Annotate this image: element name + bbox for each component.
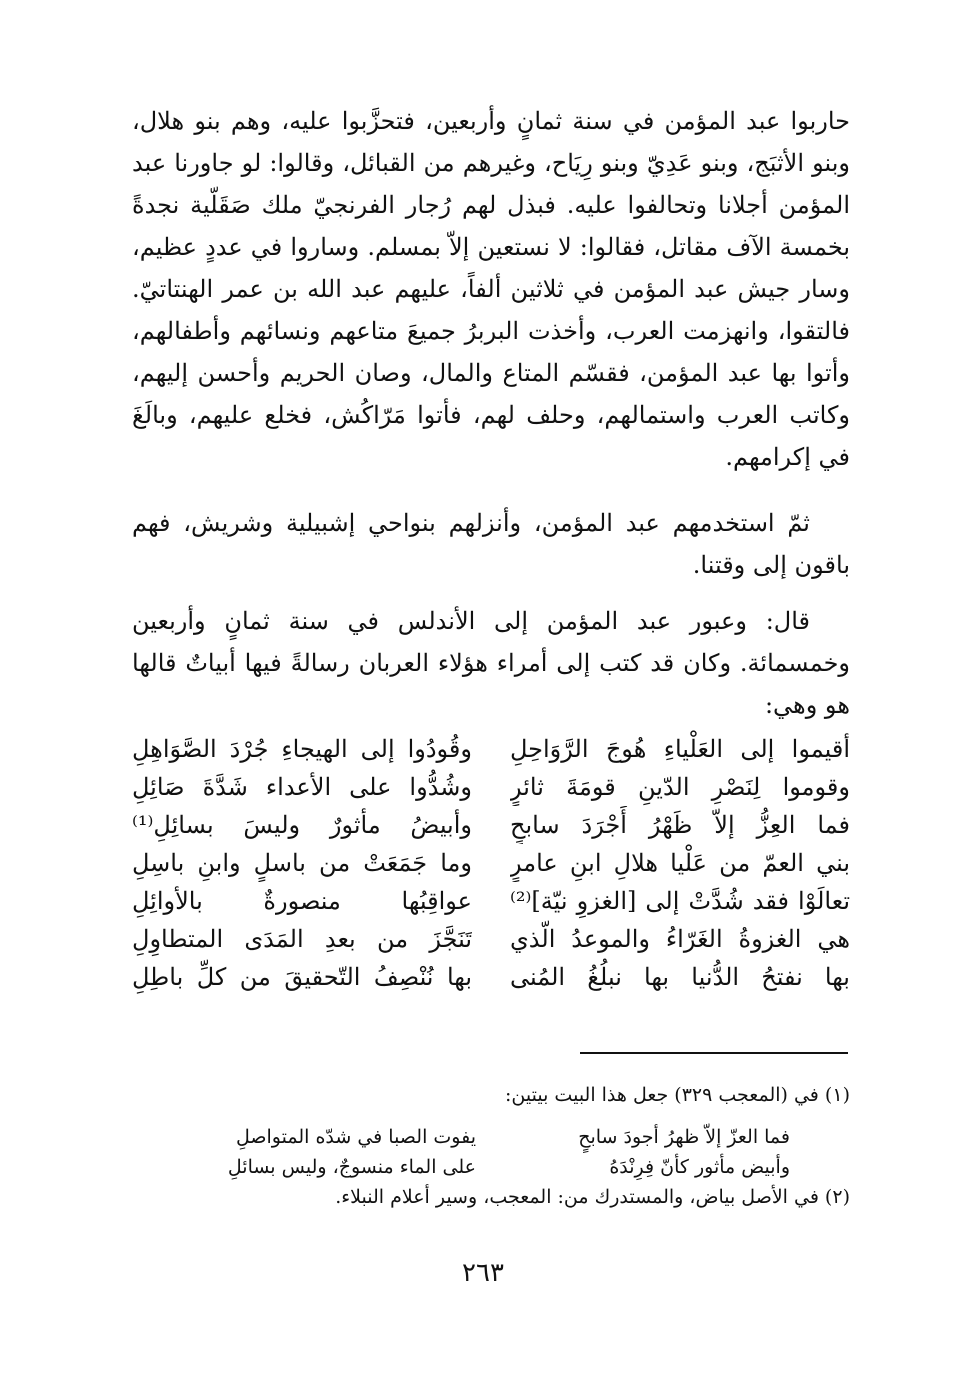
verse-first-hemistich: وقوموا لِنَصْرِ الدّينِ قومَةَ ثائرٍ bbox=[510, 773, 850, 801]
footnote-1-verses bbox=[132, 1122, 850, 1182]
verse-second-hemistich: وما جَمَعَتْ من باسلٍ وابنِ باسِلِ bbox=[132, 849, 472, 877]
verse-first-hemistich: بني العمّ من عَلْيا هلالِ ابنِ عامرٍ bbox=[510, 849, 850, 877]
footnote-verse bbox=[132, 1122, 850, 1152]
verse-first-hemistich: هي الغزوةُ الغَرّاءُ والموعدُ الّذي bbox=[510, 925, 850, 953]
poem-verse bbox=[132, 920, 850, 958]
poem-verse bbox=[132, 882, 850, 920]
poem-verse bbox=[132, 958, 850, 996]
verse-first-hemistich: فما العِزُّ إلاّ ظَهْرُ أَجْرَدَ سابحٍ bbox=[510, 811, 850, 839]
footnote-verse-first: فما العزّ إلاّ ظهرُ أجودَ سابحٍ bbox=[578, 1126, 790, 1148]
poem-verse bbox=[132, 806, 850, 844]
verse-second-hemistich: وأبيضُ مأثورٌ وليسَ بسائِلِ⁽¹⁾ bbox=[132, 811, 472, 839]
footnote-2: (٢) في الأصل بياض، والمستدرك من: المعجب، وسير أعلام النبلاء. bbox=[335, 1186, 850, 1208]
footnote-verse-second: على الماء منسوجٌ، وليس بسائلِ bbox=[227, 1156, 476, 1178]
footnote-1-intro: (١) في (المعجب ٣٢٩) جعل هذا البيت بيتين: bbox=[505, 1084, 850, 1106]
body-paragraph-2: ثمّ استخدمهم عبد المؤمن، وأنزلهم بنواحي إشبيلية وشريش، فهم باقون إلى وقتنا. bbox=[132, 509, 850, 579]
footnote-divider bbox=[580, 1052, 848, 1054]
footnotes bbox=[132, 1080, 850, 1212]
footnote-verse-first: وأبيض مأثور كأنّ فِرِنْدَهُ bbox=[609, 1156, 790, 1178]
verse-first-hemistich: تعالَوْا فقد شُدَّتْ إلى [الغزوِ نيّة]⁽²⁾ bbox=[510, 887, 850, 915]
verse-first-hemistich: أقيموا إلى العَلْياءِ هُوجَ الرَّوَاحِلِ bbox=[510, 735, 850, 763]
verse-second-hemistich: بها نُنْصِفُ التّحقيقَ من كلِّ باطِلِ bbox=[132, 963, 472, 991]
verse-first-hemistich: بها نفتحُ الدُّنيا بها نبلُغُ المُنى bbox=[510, 963, 850, 991]
poem-verse bbox=[132, 730, 850, 768]
footnote-verse-second: يفوت الصبا في شدّه المتواصلِ bbox=[236, 1126, 476, 1148]
poem bbox=[132, 730, 850, 996]
verse-second-hemistich: تَنَجَّزَ من بعدِ المَدَى المتطاوِلِ bbox=[132, 925, 472, 953]
page-number: ٢٦٣ bbox=[462, 1258, 504, 1288]
body-paragraph-1: حاربوا عبد المؤمن في سنة ثمانٍ وأربعين، فتحزَّبوا عليه، وهم بنو هلال، وبنو الأثبَج، وبنو عَدِيّ وبنو رِيَاح، وغيرهم من القبائل، وقالوا: لو جاورنا عبد المؤمن أجلانا وتحالفوا عليه. فبذل لهم رُجار الفرنجيّ ملك صَقَلّية نجدةً بخمسة الآف مقاتل، فقالوا: لا نستعين إلاّ بمسلم. وساروا في عددٍ عظيم، وسار جيش عبد المؤمن في ثلاثين ألفاً، عليهم عبد الله بن عمر الهنتاتيّ. فالتقوا، وانهزمت العرب، وأخذت البربرُ جميعَ متاعهم ونسائهم وأطفالهم، وأتوا بها عبد المؤمن، فقسّم المتاع والمال، وصان الحريم وأحسن إليهم، وكاتب العرب واستمالهم، وحلف لهم، فأتوا مَرّاكُش، فخلع عليهم، وبالَغَ في إكرامهم. bbox=[132, 107, 850, 471]
footnote-verse bbox=[132, 1152, 850, 1182]
verse-second-hemistich: وقُودُوا إلى الهيجاءِ جُرْدَ الصَّوَاهِلِ bbox=[132, 735, 472, 763]
verse-second-hemistich: وشُدُّوا على الأعداء شَدَّةَ صَائِلِ bbox=[132, 773, 472, 801]
verse-second-hemistich: عواقِبُها منصورةٌ بالأوائِلِ bbox=[132, 887, 472, 915]
poem-verse bbox=[132, 768, 850, 806]
poem-verse bbox=[132, 844, 850, 882]
body-paragraph-3: قال: وعبور عبد المؤمن إلى الأندلس في سنة ثمانٍ وأربعين وخمسمائة. وكان قد كتب إلى أمراء هؤلاء العربان رسالةً فيها أبياتٌ قالها هو وهي: bbox=[132, 607, 850, 719]
